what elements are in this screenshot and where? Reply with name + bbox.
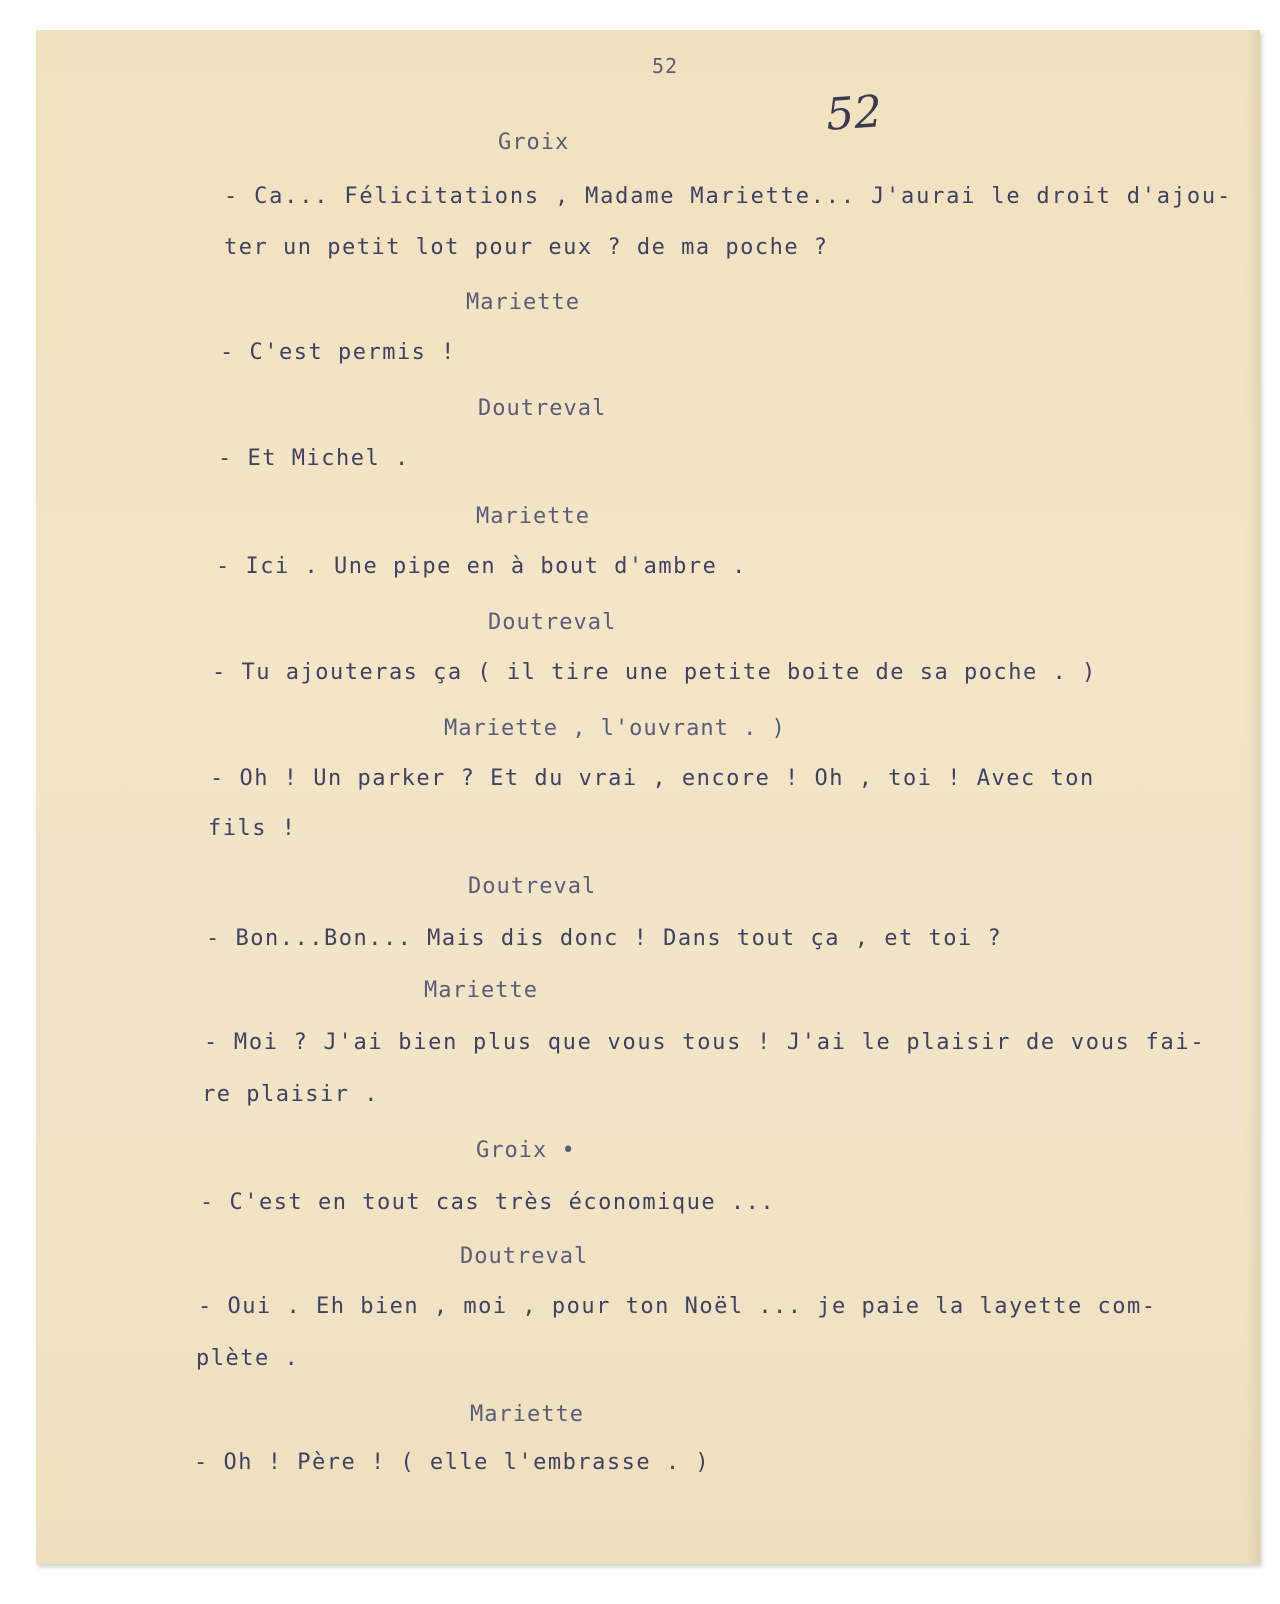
dialogue-line: - Tu ajouteras ça ( il tire une petite boite de sa poche . ) bbox=[212, 660, 1097, 685]
handwritten-page-number: 52 bbox=[824, 86, 884, 141]
speaker-name: Mariette bbox=[424, 978, 538, 1003]
speaker-name: Mariette bbox=[466, 290, 580, 315]
speaker-name: Doutreval bbox=[478, 396, 607, 421]
typewritten-page bbox=[36, 30, 1260, 1564]
speaker-name: Mariette , l'ouvrant . ) bbox=[444, 716, 786, 741]
speaker-name: Mariette bbox=[476, 504, 590, 529]
page-number: 52 bbox=[652, 54, 679, 78]
dialogue-line: - Bon...Bon... Mais dis donc ! Dans tout ça , et toi ? bbox=[206, 926, 1003, 951]
speaker-name: Doutreval bbox=[468, 874, 597, 899]
dialogue-line: ter un petit lot pour eux ? de ma poche ? bbox=[224, 235, 829, 260]
dialogue-line: plète . bbox=[196, 1346, 300, 1371]
dialogue-line: - Ca... Félicitations , Madame Mariette... J'aurai le droit d'ajou- bbox=[224, 184, 1233, 209]
speaker-name: Groix bbox=[498, 130, 570, 155]
speaker-name: Doutreval bbox=[488, 610, 617, 635]
dialogue-line: fils ! bbox=[208, 816, 297, 841]
speaker-name: Mariette bbox=[470, 1402, 584, 1427]
dialogue-line: re plaisir . bbox=[202, 1082, 379, 1107]
dialogue-line: - Et Michel . bbox=[218, 446, 410, 471]
dialogue-line: - Oui . Eh bien , moi , pour ton Noël ... je paie la layette com- bbox=[198, 1294, 1157, 1319]
dialogue-line: - Ici . Une pipe en à bout d'ambre . bbox=[216, 554, 747, 579]
speaker-name: Doutreval bbox=[460, 1244, 589, 1269]
dialogue-line: - Oh ! Père ! ( elle l'embrasse . ) bbox=[194, 1450, 711, 1475]
dialogue-line: - C'est en tout cas très économique ... bbox=[200, 1190, 776, 1215]
dialogue-line: - Oh ! Un parker ? Et du vrai , encore ! Oh , toi ! Avec ton bbox=[210, 766, 1095, 791]
dialogue-line: - C'est permis ! bbox=[220, 340, 456, 365]
dialogue-line: - Moi ? J'ai bien plus que vous tous ! J'ai le plaisir de vous fai- bbox=[204, 1030, 1206, 1055]
speaker-name: Groix • bbox=[476, 1138, 576, 1163]
